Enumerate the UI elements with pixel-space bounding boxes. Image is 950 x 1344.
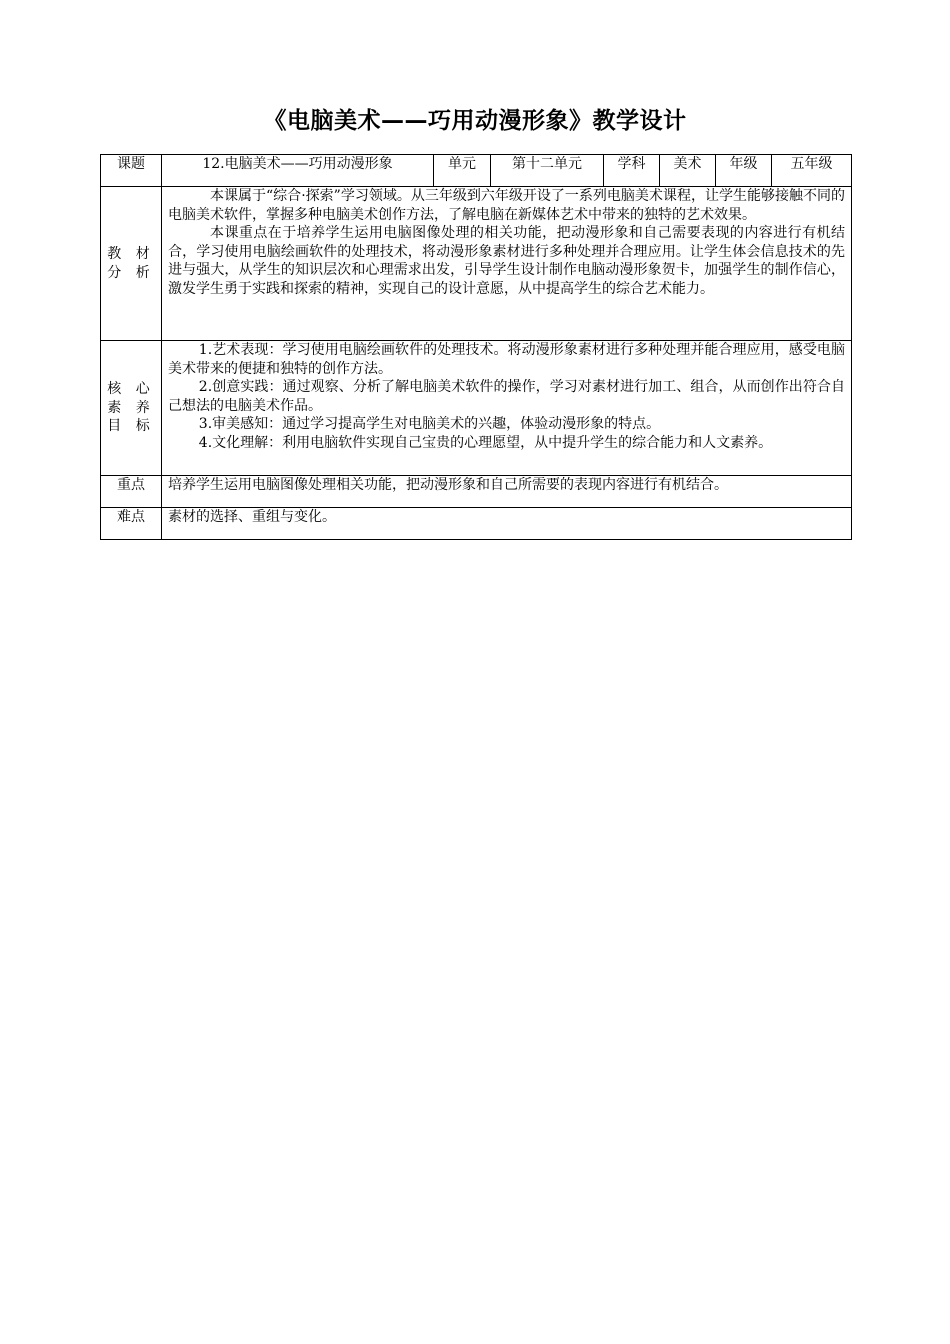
key-point-label: 重点	[101, 476, 162, 508]
analysis-row	[101, 187, 852, 341]
goals-label	[101, 341, 162, 476]
goal-item: 2.创意实践：通过观察、分析了解电脑美术软件的操作，学习对素材进行加工、组合，从而创作出符合自己想法的电脑美术作品。	[168, 379, 845, 414]
analysis-content	[162, 187, 852, 341]
goals-content	[162, 341, 852, 476]
document-title: 《电脑美术——巧用动漫形象》教学设计	[263, 108, 687, 134]
difficulty-value: 素材的选择、重组与变化。	[162, 508, 852, 540]
subject-value: 美术	[660, 155, 716, 187]
difficulty-label: 难点	[101, 508, 162, 540]
analysis-label-line: 教 材	[107, 246, 155, 262]
goals-label-line: 核 心	[107, 381, 155, 398]
analysis-paragraph: 本课重点在于培养学生运用电脑图像处理的相关功能，把动漫形象和自己需要表现的内容进行有机结合，学习使用电脑绘画软件的处理技术，将动漫形象素材进行多种处理并合理应用。让学生体会信息技术的先进与强大，从学生的知识层次和心理需求出发，引导学生设计制作电脑动漫形象贺卡，加强学生的制作信心，激发学生勇于实践和探索的精神，实现自己的设计意愿，从中提高学生的综合艺术能力。	[168, 225, 845, 297]
header-row	[101, 155, 852, 187]
goals-label-line: 素 养	[107, 399, 155, 416]
grade-label: 年级	[716, 155, 772, 187]
goal-item: 1.艺术表现：学习使用电脑绘画软件的处理技术。将动漫形象素材进行多种处理并能合理应用，感受电脑美术带来的便捷和独特的创作方法。	[168, 342, 845, 377]
topic-value: 12.电脑美术——巧用动漫形象	[162, 155, 434, 187]
difficulty-row	[101, 508, 852, 540]
analysis-paragraph: 本课属于“综合·探索”学习领域。从三年级到六年级开设了一系列电脑美术课程，让学生能够接触不同的电脑美术软件，掌握多种电脑美术创作方法，了解电脑在新媒体艺术中带来的独特的艺术效果。	[168, 188, 845, 223]
goals-label-line: 目 标	[107, 418, 155, 435]
unit-label: 单元	[434, 155, 491, 187]
key-point-row	[101, 476, 852, 508]
analysis-label-line: 分 析	[107, 264, 155, 281]
goal-item: 3.审美感知：通过学习提高学生对电脑美术的兴趣，体验动漫形象的特点。	[198, 416, 661, 432]
subject-label: 学科	[604, 155, 660, 187]
unit-value: 第十二单元	[491, 155, 604, 187]
goal-item: 4.文化理解：利用电脑软件实现自己宝贵的心理愿望，从中提升学生的综合能力和人文素养。	[198, 434, 773, 451]
grade-value: 五年级	[772, 155, 852, 187]
topic-label: 课题	[101, 155, 162, 187]
key-point-value: 培养学生运用电脑图像处理相关功能，把动漫形象和自己所需要的表现内容进行有机结合。	[162, 476, 852, 508]
analysis-label	[101, 187, 162, 341]
lesson-plan-table	[100, 154, 852, 540]
goals-row	[101, 341, 852, 476]
